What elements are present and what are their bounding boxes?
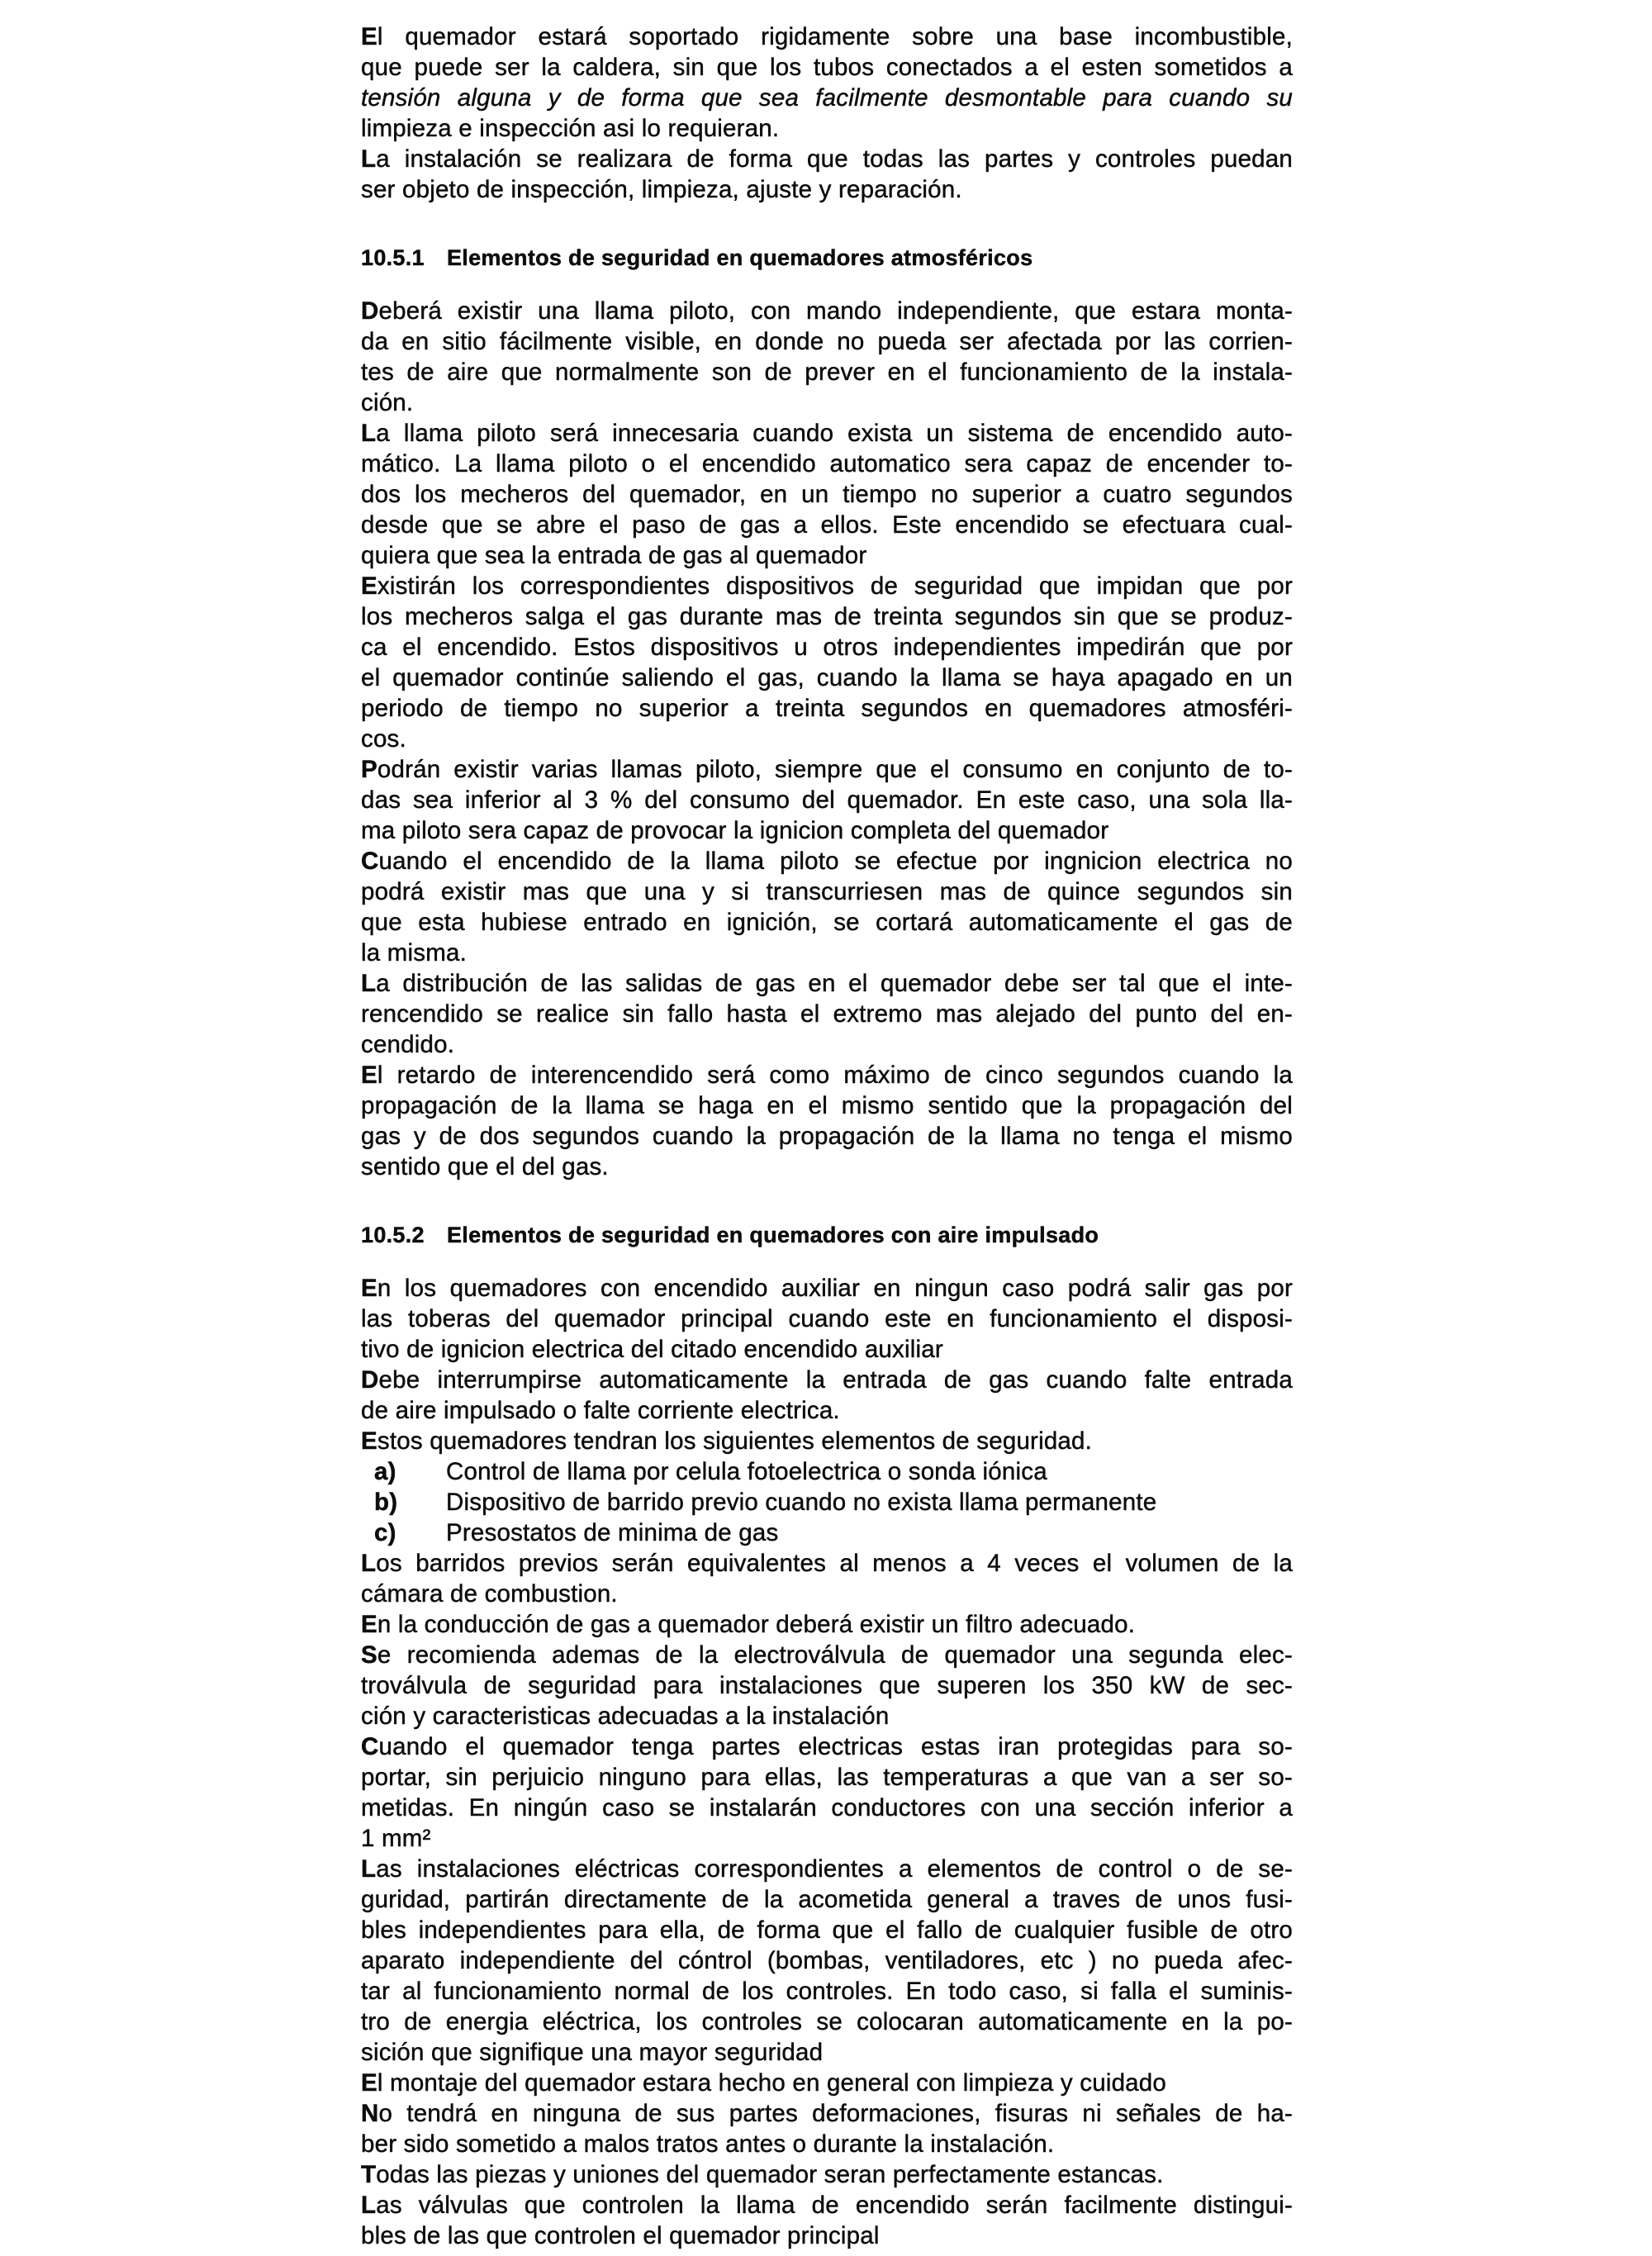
text-line: En la conducción de gas a quemador deberá existir un filtro adecuado. — [361, 1611, 1136, 1638]
text-line: En los quemadores con encendido auxiliar en ningun caso podrá salir gas por — [361, 1275, 1293, 1302]
text-line: bles de las que controlen el quemador principal — [361, 2222, 880, 2249]
list-item-text: Dispositivo de barrido previo cuando no exista llama permanente — [446, 1489, 1157, 1516]
text-line: portar, sin perjuicio ninguno para ellas, las temperaturas a que van a ser so- — [361, 1764, 1293, 1791]
paragraph — [361, 2068, 1293, 2098]
text-line: tar al funcionamiento normal de los controles. En todo caso, si falla el suminis- — [361, 1978, 1293, 2005]
text-line: Todas las piezas y uniones del quemador seran perfectamente estancas. — [361, 2161, 1164, 2188]
text-line: La instalación se realizara de forma que todas las partes y controles puedan — [361, 145, 1293, 173]
text-line: ción. — [361, 389, 414, 416]
text-line: tro de energia eléctrica, los controles se colocaran automaticamente en la po- — [361, 2008, 1293, 2035]
text-line: ca el encendido. Estos dispositivos u otros independientes impedirán que por — [361, 634, 1293, 661]
text-line: Se recomienda ademas de la electroválvula de quemador una segunda elec- — [361, 1641, 1293, 1669]
text-line: El montaje del quemador estara hecho en general con limpieza y cuidado — [361, 2069, 1166, 2097]
text-line: La llama piloto será innecesaria cuando exista un sistema de encendido auto- — [361, 420, 1293, 447]
paragraph — [361, 571, 1293, 754]
text-line: desde que se abre el paso de gas a ellos. Este encendido se efectuara cual- — [361, 511, 1293, 539]
text-line: quiera que sea la entrada de gas al quemador — [361, 542, 867, 569]
section-heading — [361, 243, 1293, 273]
paragraph — [361, 2190, 1293, 2251]
text-line: No tendrá en ninguna de sus partes deformaciones, fisuras ni señales de ha- — [361, 2100, 1293, 2127]
text-line: la misma. — [361, 939, 468, 967]
text-line: tes de aire que normalmente son de prever en el funcionamiento de la instala- — [361, 359, 1293, 386]
section-number: 10.5.2 — [361, 1223, 425, 1247]
text-line: dos los mecheros del quemador, en un tiempo no superior a cuatro segundos — [361, 481, 1293, 508]
text-line: das sea inferior al 3 % del consumo del quemador. En este caso, una sola lla- — [361, 786, 1293, 814]
text-line: limpieza e inspección asi lo requieran. — [361, 115, 780, 142]
list-item — [361, 1517, 1293, 1548]
paragraph — [361, 1854, 1293, 2068]
paragraph — [361, 1731, 1293, 1854]
list-marker: c) — [374, 1519, 396, 1546]
text-line: Deberá existir una llama piloto, con mando independiente, que estara monta- — [361, 297, 1293, 325]
text-line: 1 mm² — [361, 1825, 431, 1852]
paragraph — [361, 1273, 1293, 1365]
paragraph — [361, 968, 1293, 1060]
text-line: La distribución de las salidas de gas en el quemador debe ser tal que el inte- — [361, 970, 1293, 997]
text-line: las toberas del quemador principal cuando este en funcionamiento el disposi- — [361, 1305, 1293, 1332]
text-line: sentido que el del gas. — [361, 1153, 609, 1180]
list-marker: a) — [374, 1458, 396, 1485]
section-title: Elementos de seguridad en quemadores con aire impulsado — [447, 1223, 1099, 1247]
paragraph — [361, 2159, 1293, 2190]
text-line: el quemador continúe saliendo el gas, cuando la llama se haya apagado en un — [361, 664, 1293, 691]
paragraph — [361, 296, 1293, 418]
list-marker: b) — [374, 1489, 398, 1516]
text-line: rencendido se realice sin fallo hasta el extremo mas alejado del punto del en- — [361, 1000, 1293, 1028]
text-line: metidas. En ningún caso se instalarán conductores con una sección inferior a — [361, 1794, 1293, 1821]
paragraph — [361, 21, 1293, 144]
paragraph — [361, 1640, 1293, 1731]
text-line: Cuando el quemador tenga partes electricas estas iran protegidas para so- — [361, 1733, 1293, 1760]
paragraph — [361, 1609, 1293, 1640]
text-line: podrá existir mas que una y si transcurriesen mas de quince segundos sin — [361, 878, 1293, 905]
list-item-text: Control de llama por celula fotoelectrica o sonda iónica — [446, 1458, 1047, 1485]
paragraph — [361, 2098, 1293, 2159]
text-line: de aire impulsado o falte corriente electrica. — [361, 1397, 840, 1424]
text-line: Las instalaciones eléctricas correspondientes a elementos de control o de se- — [361, 1855, 1293, 1883]
text-line: que puede ser la caldera, sin que los tubos conectados a el esten sometidos a — [361, 54, 1293, 81]
list-item — [361, 1487, 1293, 1517]
text-line: Los barridos previos serán equivalentes al menos a 4 veces el volumen de la — [361, 1550, 1293, 1577]
text-line: periodo de tiempo no superior a treinta segundos en quemadores atmosféri- — [361, 695, 1293, 722]
text-line: Existirán los correspondientes dispositivos de seguridad que impidan que por — [361, 572, 1293, 600]
text-line: propagación de la llama se haga en el mismo sentido que la propagación del — [361, 1092, 1293, 1119]
text-line: Las válvulas que controlen la llama de encendido serán facilmente distingui- — [361, 2192, 1293, 2219]
text-block — [361, 21, 1293, 2251]
text-line: que esta hubiese entrado en ignición, se cortará automaticamente el gas de — [361, 909, 1293, 936]
text-line: gas y de dos segundos cuando la propagación de la llama no tenga el mismo — [361, 1123, 1293, 1150]
text-line: Debe interrumpirse automaticamente la entrada de gas cuando falte entrada — [361, 1366, 1293, 1394]
text-line: da en sitio fácilmente visible, en donde no pueda ser afectada por las corrien- — [361, 328, 1293, 355]
text-line: los mecheros salga el gas durante mas de treinta segundos sin que se produz- — [361, 603, 1293, 630]
text-line: mático. La llama piloto o el encendido automatico sera capaz de encender to- — [361, 450, 1293, 477]
paragraph — [361, 754, 1293, 846]
text-line: Podrán existir varias llamas piloto, siempre que el consumo en conjunto de to- — [361, 756, 1293, 783]
paragraph — [361, 418, 1293, 571]
text-line: Estos quemadores tendran los siguientes elementos de seguridad. — [361, 1427, 1093, 1455]
text-line: bles independientes para ella, de forma que el fallo de cualquier fusible de otro — [361, 1916, 1293, 1944]
text-line: ber sido sometido a malos tratos antes o durante la instalación. — [361, 2130, 1055, 2158]
text-line: sición que signifique una mayor seguridad — [361, 2039, 824, 2066]
list-item — [361, 1456, 1293, 1487]
section-number: 10.5.1 — [361, 245, 425, 270]
text-line: tivo de ignicion electrica del citado encendido auxiliar — [361, 1336, 943, 1363]
text-line: cos. — [361, 725, 406, 753]
text-line: tensión alguna y de forma que sea facilmente desmontable para cuando su — [361, 84, 1293, 112]
text-line: cámara de combustion. — [361, 1580, 618, 1608]
paragraph — [361, 846, 1293, 968]
text-line: Cuando el encendido de la llama piloto se efectue por ingnicion electrica no — [361, 848, 1293, 875]
text-line: guridad, partirán directamente de la acometida general a traves de unos fusi- — [361, 1886, 1293, 1913]
paragraph — [361, 1548, 1293, 1609]
text-line: ción y caracteristicas adecuadas a la instalación — [361, 1703, 890, 1730]
text-line: aparato independiente del cóntrol (bombas, ventiladores, etc ) no pueda afec- — [361, 1947, 1293, 1974]
text-line: cendido. — [361, 1031, 455, 1058]
paragraph — [361, 144, 1293, 205]
paragraph — [361, 1426, 1293, 1456]
paragraph — [361, 1365, 1293, 1426]
text-line: El retardo de interencendido será como máximo de cinco segundos cuando la — [361, 1062, 1293, 1089]
text-line: ma piloto sera capaz de provocar la ignicion completa del quemador — [361, 817, 1109, 844]
safety-elements-list — [361, 1456, 1293, 1548]
text-line: troválvula de seguridad para instalaciones que superen los 350 kW de sec- — [361, 1672, 1293, 1699]
section-title: Elementos de seguridad en quemadores atmosféricos — [447, 245, 1033, 270]
text-line: ser objeto de inspección, limpieza, ajuste y reparación. — [361, 176, 962, 203]
text-line: El quemador estará soportado rigidamente sobre una base incombustible, — [361, 23, 1293, 50]
list-item-text: Presostatos de minima de gas — [446, 1519, 779, 1546]
section-heading — [361, 1220, 1293, 1251]
paragraph — [361, 1060, 1293, 1182]
